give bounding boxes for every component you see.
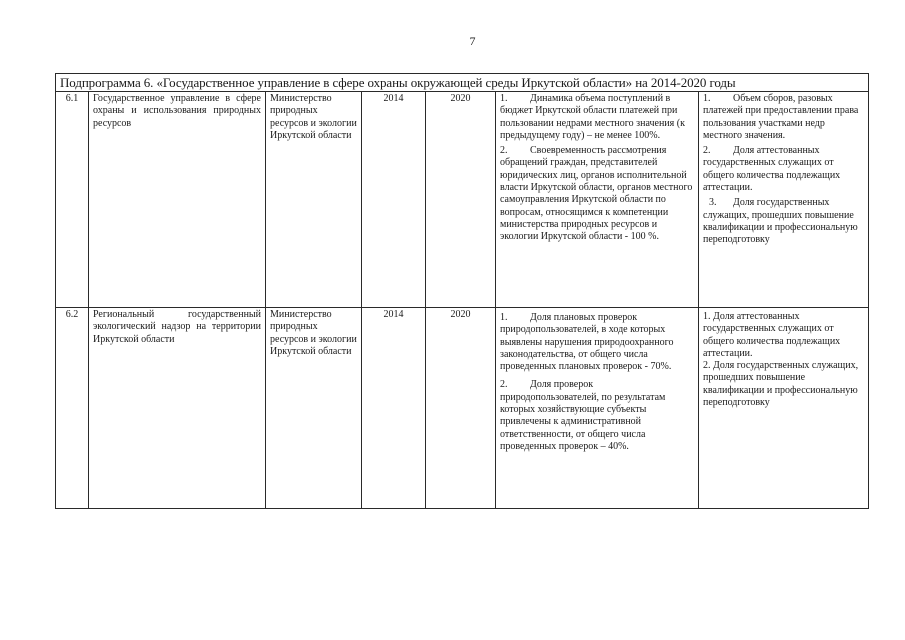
executor: Министерство природных ресурсов и экологии Иркутской области (266, 92, 362, 308)
end-year: 2020 (426, 92, 496, 308)
indicator-text: Объем сборов, разовых платежей при предоставлении права пользования участками недр местного значения. (703, 93, 859, 141)
expected-results (496, 308, 699, 509)
indicator-item (703, 360, 864, 409)
result-item (500, 93, 694, 142)
table-row (56, 308, 869, 509)
target-indicators (699, 308, 869, 509)
result-item (500, 312, 694, 373)
indicator-item (703, 197, 864, 246)
page-number: 7 (469, 34, 476, 48)
indicator-text: Доля аттестованных государственных служащих от общего количества подлежащих аттестации. (703, 311, 841, 359)
indicator-item (703, 145, 864, 194)
result-text: Динамика объема поступлений в бюджет Иркутской области платежей при пользовании недрами местного значения (к предыдущему году) – не менее 100%. (500, 93, 685, 141)
indicator-text: Доля государственных служащих, прошедших повышение квалификации и профессиональную переподготовку (703, 197, 858, 246)
indicator-item (703, 311, 864, 360)
subprogram-title: Подпрограмма 6. «Государственное управление в сфере охраны окружающей среды Иркутской области» на 2014-2020 годы (56, 74, 869, 92)
indicator-text: Доля государственных служащих, прошедших повышение квалификации и профессиональную переподготовку (703, 360, 859, 409)
row-number: 6.1 (56, 92, 89, 308)
indicator-number: 1. (703, 93, 711, 104)
indicator-number: 2. (703, 360, 711, 372)
target-indicators (699, 92, 869, 308)
result-number: 1. (500, 312, 508, 323)
result-number: 2. (500, 145, 508, 157)
indicator-item (703, 93, 864, 142)
subprogram-header-row (56, 74, 869, 92)
measure-name: Государственное управление в сфере охраны и использования природных ресурсов (89, 92, 266, 308)
table-row (56, 92, 869, 308)
indicator-text: Доля аттестованных государственных служащих от общего количества подлежащих аттестации. (703, 145, 841, 194)
result-text: Своевременность рассмотрения обращений граждан, представителей юридических лиц, органов исполнительной власти Иркутской области, органов местного самоуправления Иркутской области по вопросам, относящимся к компетенции министерства природных ресурсов и экологии Иркутской области - 100 %. (500, 145, 693, 243)
indicator-number: 1. (703, 311, 711, 322)
result-number: 1. (500, 93, 508, 104)
result-item (500, 379, 694, 453)
end-year: 2020 (426, 308, 496, 509)
indicator-number: 2. (703, 145, 711, 157)
start-year: 2014 (362, 308, 426, 509)
result-number: 2. (500, 379, 508, 391)
result-text: Доля проверок природопользователей, по результатам которых хозяйствующие субъекты привлечены к административной ответственности, от общего числа проведенных проверок – 40%. (500, 379, 666, 452)
subprogram-table (55, 73, 869, 509)
start-year: 2014 (362, 92, 426, 308)
executor: Министерство природных ресурсов и экологии Иркутской области (266, 308, 362, 509)
result-text: Доля плановых проверок природопользователей, в ходе которых выявлены нарушения природоохранного законодательства, от общего числа проведенных плановых проверок - 70%. (500, 312, 674, 373)
expected-results (496, 92, 699, 308)
row-number: 6.2 (56, 308, 89, 509)
indicator-number: 3. (709, 197, 717, 209)
measure-name: Региональный государственный экологический надзор на территории Иркутской области (89, 308, 266, 509)
result-item (500, 145, 694, 243)
